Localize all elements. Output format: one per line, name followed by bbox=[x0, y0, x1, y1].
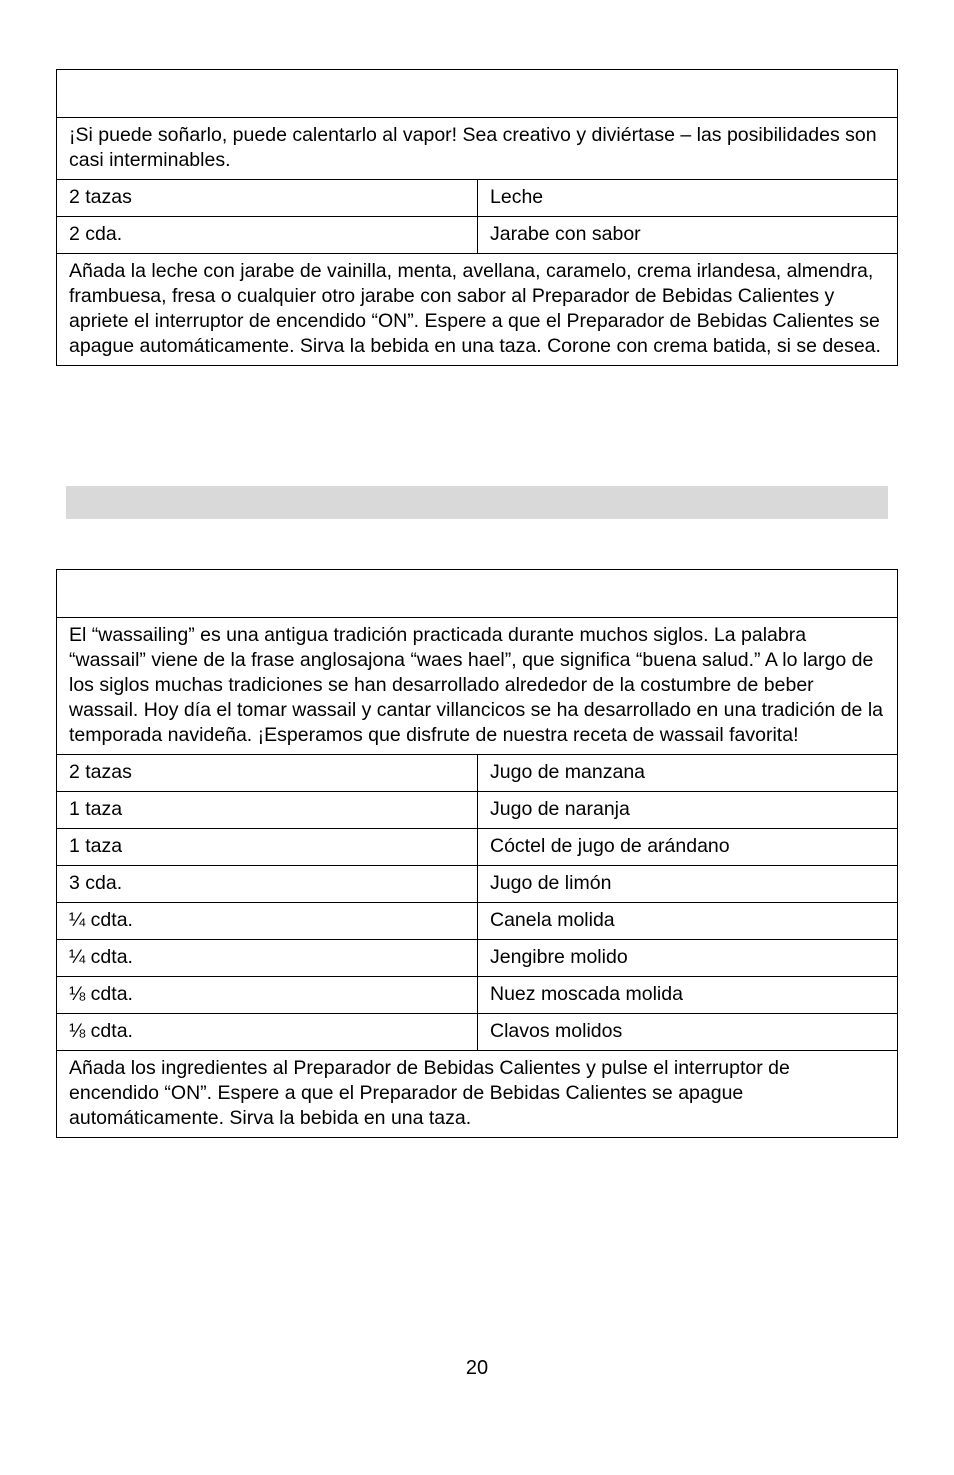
ingredient-quantity: ⅛ cdta. bbox=[57, 977, 478, 1014]
ingredient-quantity: ¼ cdta. bbox=[57, 903, 478, 940]
ingredient-name: Cóctel de jugo de arándano bbox=[478, 829, 898, 866]
ingredient-name: Nuez moscada molida bbox=[478, 977, 898, 1014]
ingredient-quantity: 2 tazas bbox=[57, 180, 478, 217]
page-number: 20 bbox=[465, 1357, 489, 1379]
recipe-table-wassail bbox=[56, 569, 898, 1138]
ingredient-row bbox=[57, 977, 898, 1014]
ingredient-quantity: 1 taza bbox=[57, 829, 478, 866]
ingredient-name: Jarabe con sabor bbox=[478, 217, 898, 254]
ingredient-quantity: 1 taza bbox=[57, 792, 478, 829]
ingredient-name: Leche bbox=[478, 180, 898, 217]
recipe-intro: El “wassailing” es una antigua tradición practicada durante muchos siglos. La palabra “wassail” viene de la frase anglosajona “waes hael”, que significa “buena salud.” A lo largo de los siglos muchas tradiciones se han desarrollado alrededor de la costumbre de beber wassail. Hoy día el tomar wassail y cantar villancicos se ha desarrollado en una tradición de la temporada navideña. ¡Esperamos que disfrute de nuestra receta de wassail favorita! bbox=[57, 618, 898, 755]
section-header-band bbox=[66, 486, 888, 519]
ingredient-name: Clavos molidos bbox=[478, 1014, 898, 1051]
ingredient-row bbox=[57, 829, 898, 866]
ingredient-quantity: ¼ cdta. bbox=[57, 940, 478, 977]
ingredient-row bbox=[57, 866, 898, 903]
recipe-table-flavored-milk bbox=[56, 69, 898, 366]
ingredient-name: Jugo de naranja bbox=[478, 792, 898, 829]
ingredient-name: Jengibre molido bbox=[478, 940, 898, 977]
recipe-intro: ¡Si puede soñarlo, puede calentarlo al vapor! Sea creativo y diviértase – las posibilidades son casi interminables. bbox=[57, 118, 898, 180]
recipe-instructions: Añada los ingredientes al Preparador de Bebidas Calientes y pulse el interruptor de encendido “ON”. Espere a que el Preparador de Bebidas Calientes se apague automáticamente. Sirva la bebida en una taza. bbox=[57, 1051, 898, 1138]
ingredient-quantity: 2 cda. bbox=[57, 217, 478, 254]
ingredient-row bbox=[57, 217, 898, 254]
ingredient-row bbox=[57, 903, 898, 940]
ingredient-name: Canela molida bbox=[478, 903, 898, 940]
recipe-title bbox=[57, 70, 898, 118]
ingredient-quantity: 2 tazas bbox=[57, 755, 478, 792]
recipe-instructions: Añada la leche con jarabe de vainilla, menta, avellana, caramelo, crema irlandesa, almendra, frambuesa, fresa o cualquier otro jarabe con sabor al Preparador de Bebidas Calientes y apriete el interruptor de encendido “ON”. Espere a que el Preparador de Bebidas Calientes se apague automáticamente. Sirva la bebida en una taza. Corone con crema batida, si se desea. bbox=[57, 254, 898, 366]
ingredient-name: Jugo de limón bbox=[478, 866, 898, 903]
ingredient-row bbox=[57, 792, 898, 829]
ingredient-row bbox=[57, 180, 898, 217]
ingredient-row bbox=[57, 940, 898, 977]
ingredient-name: Jugo de manzana bbox=[478, 755, 898, 792]
ingredient-quantity: ⅛ cdta. bbox=[57, 1014, 478, 1051]
ingredient-row bbox=[57, 1014, 898, 1051]
ingredient-quantity: 3 cda. bbox=[57, 866, 478, 903]
recipe-title bbox=[57, 570, 898, 618]
ingredient-row bbox=[57, 755, 898, 792]
